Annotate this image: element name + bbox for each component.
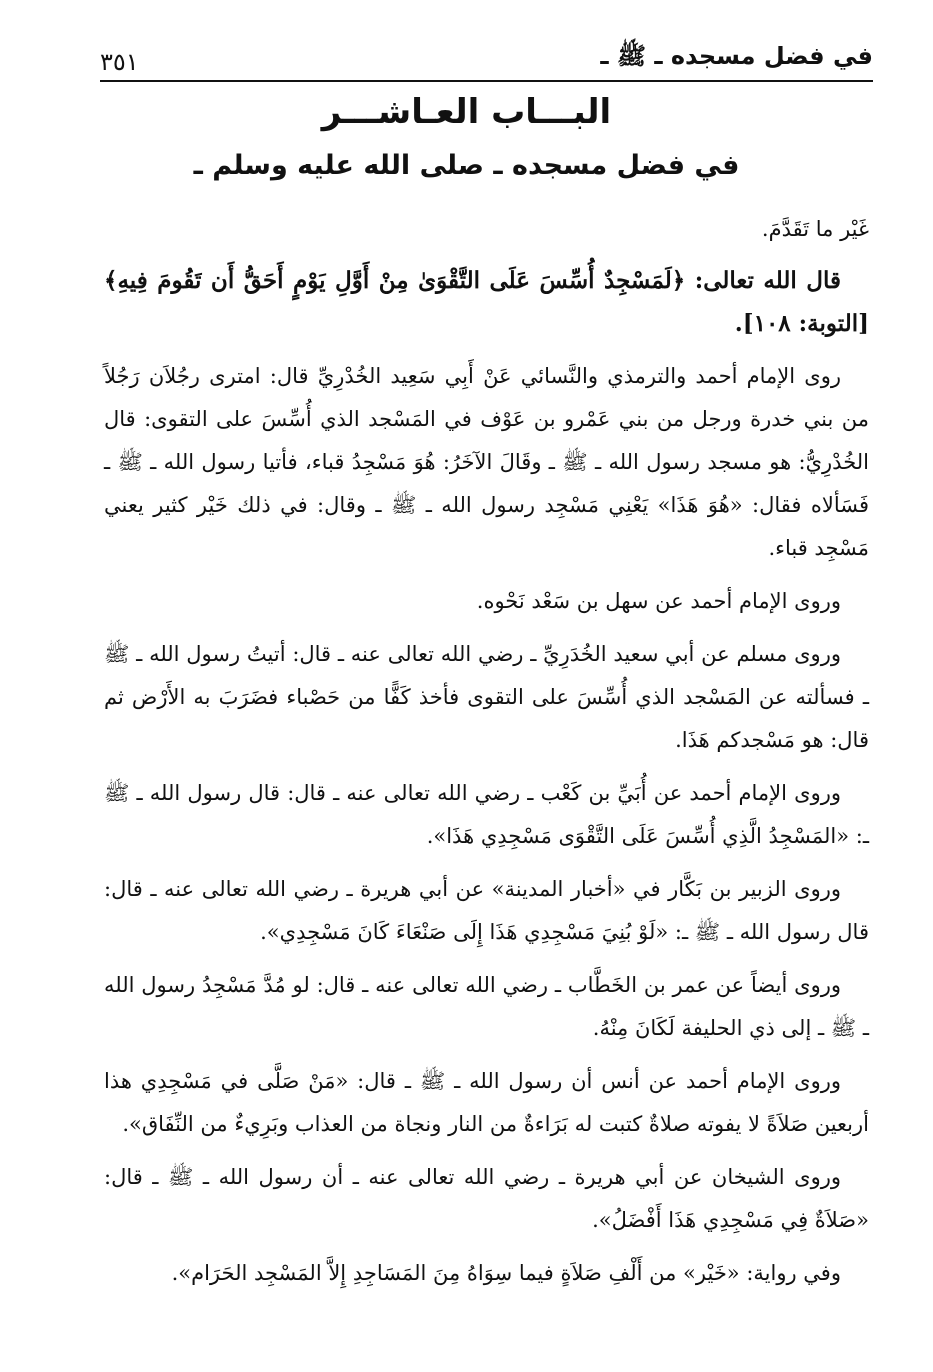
chapter-title: البـــاب العـاشـــر — [321, 92, 612, 132]
paragraph-hadith: وروى أيضاً عن عمر بن الخَطَّاب ـ رضي الله تعالى عنه ـ قال: لو مُدَّ مَسْجِدُ رسول الله ـ ﷺ ـ إلى ذي الحليفة لَكَانَ مِنْهُ. — [104, 973, 869, 1040]
running-title: في فضل مسجده ـ ﷺ ـ — [600, 42, 873, 70]
paragraph-hadith: روى الإمام أحمد والترمذي والنَّسائي عَنْ أَبِي سَعِيد الخُدْرِيِّ قال: امترى رجُلاَن رَجُلاً من بني خدرة ورجل من بني عَمْرو بن عَوْف في المَسْجد الذي أُسِّسَ على التقوى: قال الخُدْرِيُّ: هو مسجد رسول الله ـ ﷺ ـ وقَالَ الآخَرُ: هُوَ مَسْجِدُ قباء، فأتيا رسول الله ـ ﷺ ـ فَسَألاه فقال: «هُوَ هَذَا» يَعْنِي مَسْجِد رسول الله ـ ﷺ ـ وقال: في ذلك خَيْر كثير يعني مَسْجِد قباء. — [104, 364, 869, 560]
paragraph-opening: غَيْر ما تَقَدَّمَ. — [761, 217, 869, 241]
page-number: ٣٥١ — [100, 48, 139, 76]
paragraph-hadith: وروى الإمام أحمد عن أنس أن رسول الله ـ ﷺ ـ قال: «مَنْ صَلَّى في مَسْجِدِي هذا أربعين صَلاَةً لا يفوته صلاةٌ كتبت له بَرَاءةٌ من النار ونجاة من العذاب وبَرِيءٌ من النِّفَاق». — [104, 1069, 869, 1136]
paragraph-hadith: وروى الزبير بن بَكَّار في «أخبار المدينة» عن أبي هريرة ـ رضي الله تعالى عنه ـ قال: قال رسول الله ـ ﷺ ـ: «لَوْ بُنِيَ مَسْجِدِي هَذَا إِلَى صَنْعَاءَ كَانَ مَسْجِدِي». — [104, 877, 869, 944]
paragraph-quran-verse: قال الله تعالى: ﴿لَمَسْجِدٌ أُسِّسَ عَلَى التَّقْوَىٰ مِنْ أَوَّلِ يَوْمٍ أَحَقُّ أَن تَقُومَ فِيهِ﴾ [التوبة: ١٠٨]. — [104, 267, 869, 337]
paragraph-hadith: وروى الإمام أحمد عن سهل بن سَعْد نَحْوه. — [476, 589, 841, 613]
paragraph-hadith: وروى الإمام أحمد عن أُبَيِّ بن كَعْب ـ رضي الله تعالى عنه ـ قال: قال رسول الله ـ ﷺ ـ: «المَسْجِدُ الَّذِي أُسِّسَ عَلَى التَّقْوَى مَسْجِدِي هَذَا». — [104, 781, 869, 848]
running-header — [100, 36, 873, 82]
paragraph-hadith: وفي رواية: «خَيْر» من أَلْفِ صَلاَةٍ فيما سِوَاهُ مِنَ المَسَاجِدِ إِلاَّ المَسْجِد الحَرَام». — [171, 1261, 841, 1285]
paragraph-hadith: وروى الشيخان عن أبي هريرة ـ رضي الله تعالى عنه ـ أن رسول الله ـ ﷺ ـ قال: «صَلاَةٌ فِي مَسْجِدِي هَذَا أَفْضَلُ». — [104, 1165, 869, 1232]
chapter-subtitle: في فضل مسجده ـ صلى الله عليه وسلم ـ — [193, 150, 740, 181]
body-text — [104, 208, 869, 1305]
paragraph-hadith: وروى مسلم عن أبي سعيد الخُدَرِيِّ ـ رضي الله تعالى عنه ـ قال: أتيتُ رسول الله ـ ﷺ ـ فسألته عن المَسْجد الذي أُسِّسَ على التقوى فأخذ كَفًّا من حَصْباء فضَرَبَ به الأَرْض ثم قال: هو مَسْجدكم هَذَا. — [104, 642, 869, 752]
